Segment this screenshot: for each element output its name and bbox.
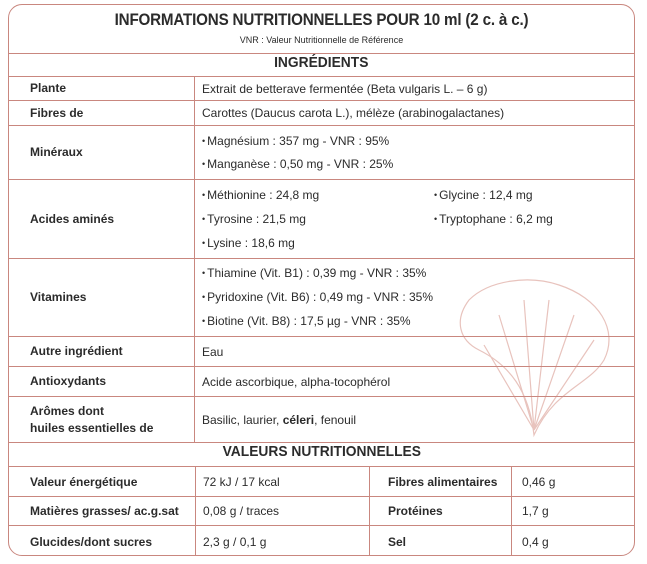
table-row: Valeur énergétique 72 kJ / 17 kcal Fibres alimentaires 0,46 g bbox=[9, 467, 634, 497]
nutrition-heading: VALEURS NUTRITIONNELLES bbox=[9, 442, 634, 467]
label-antioxydants: Antioxydants bbox=[9, 367, 195, 396]
page-title: INFORMATIONS NUTRITIONNELLES POUR 10 ml (2 c. à c.) bbox=[114, 11, 529, 29]
row-vitamines bbox=[9, 259, 634, 337]
label-fibres: Fibres de bbox=[9, 101, 195, 125]
vnr-note: VNR : Valeur Nutritionnelle de Référence bbox=[239, 35, 404, 45]
label-plante: Plante bbox=[9, 77, 195, 100]
list-item: • Biotine (Vit. B8) : 17,5 µg - VNR : 35% bbox=[202, 312, 626, 331]
value-fibres: Carottes (Daucus carota L.), mélèze (arabinogalactanes) bbox=[202, 106, 505, 120]
row-aromes bbox=[9, 397, 634, 442]
ingredients-heading: INGRÉDIENTS bbox=[9, 53, 634, 77]
list-item: • Magnésium : 357 mg - VNR : 95% bbox=[202, 132, 626, 151]
list-item: • Tryptophane : 6,2 mg bbox=[434, 210, 553, 229]
row-plante bbox=[9, 77, 634, 101]
label-aromes: Arômes dont huiles essentielles de bbox=[9, 397, 195, 442]
row-fibres bbox=[9, 101, 634, 126]
row-mineraux bbox=[9, 126, 634, 180]
label-vitamines: Vitamines bbox=[9, 259, 195, 336]
value-antioxydants: Acide ascorbique, alpha-tocophérol bbox=[202, 374, 391, 389]
table-row: Matières grasses/ ac.g.sat 0,08 g / traces Protéines 1,7 g bbox=[9, 497, 634, 526]
list-item: • Méthionine : 24,8 mg bbox=[202, 186, 626, 205]
row-acides bbox=[9, 180, 634, 259]
value-autre: Eau bbox=[202, 344, 224, 359]
list-item: • Tyrosine : 21,5 mg bbox=[202, 210, 626, 229]
value-aromes: Basilic, laurier, céleri , fenouil bbox=[202, 412, 357, 427]
label-acides: Acides aminés bbox=[9, 180, 195, 258]
nutrition-card bbox=[8, 4, 635, 556]
list-item: • Pyridoxine (Vit. B6) : 0,49 mg - VNR : 35% bbox=[202, 288, 626, 307]
row-autre bbox=[9, 337, 634, 367]
value-plante: Extrait de betterave fermentée (Beta vulgaris L. – 6 g) bbox=[202, 81, 488, 96]
label-autre: Autre ingrédient bbox=[9, 337, 195, 366]
list-item: • Thiamine (Vit. B1) : 0,39 mg - VNR : 35% bbox=[202, 264, 626, 283]
row-antioxydants bbox=[9, 367, 634, 397]
table-row: Glucides/dont sucres 2,3 g / 0,1 g Sel 0,4 g bbox=[9, 526, 634, 556]
list-item: • Glycine : 12,4 mg bbox=[434, 186, 553, 205]
list-item: • Manganèse : 0,50 mg - VNR : 25% bbox=[202, 155, 626, 174]
list-item: • Lysine : 18,6 mg bbox=[202, 234, 626, 253]
label-mineraux: Minéraux bbox=[9, 126, 195, 179]
